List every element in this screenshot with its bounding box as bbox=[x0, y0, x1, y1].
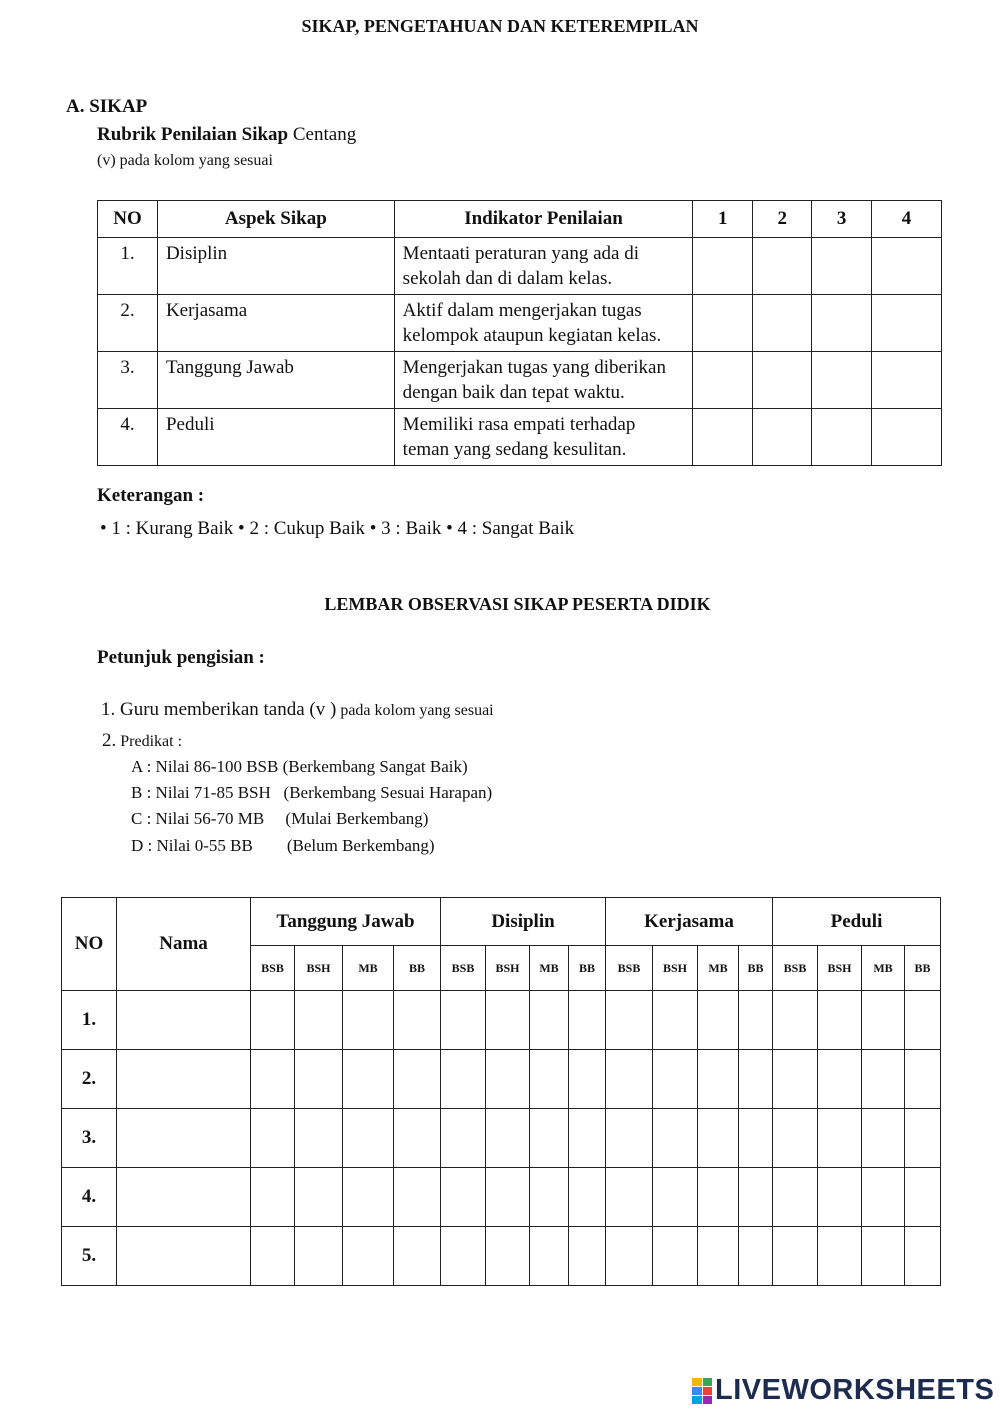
obs-check-cell[interactable] bbox=[773, 1050, 818, 1109]
score-cell[interactable] bbox=[693, 352, 753, 409]
obs-sub-header: MB bbox=[530, 946, 569, 991]
obs-sub-header: BSB bbox=[441, 946, 486, 991]
obs-check-cell[interactable] bbox=[251, 991, 295, 1050]
rubric-header: Indikator Penilaian bbox=[394, 201, 693, 238]
table-row bbox=[98, 352, 942, 409]
obs-sub-header: MB bbox=[343, 946, 394, 991]
obs-check-cell[interactable] bbox=[530, 1168, 569, 1227]
obs-check-cell[interactable] bbox=[343, 1227, 394, 1286]
obs-sub-header: BSH bbox=[295, 946, 343, 991]
liveworksheets-logo-text: LIVEWORKSHEETS bbox=[715, 1374, 995, 1406]
obs-check-cell[interactable] bbox=[486, 991, 530, 1050]
rubric-header: 1 bbox=[693, 201, 753, 238]
obs-check-cell[interactable] bbox=[441, 1109, 486, 1168]
obs-sub-header: BSB bbox=[606, 946, 653, 991]
obs-sub-header: BSB bbox=[773, 946, 818, 991]
section-a-heading: A. SIKAP bbox=[66, 96, 148, 117]
obs-check-cell[interactable] bbox=[653, 1168, 698, 1227]
obs-check-cell[interactable] bbox=[905, 1168, 941, 1227]
logo-block bbox=[703, 1378, 713, 1386]
obs-check-cell[interactable] bbox=[486, 1109, 530, 1168]
obs-check-cell[interactable] bbox=[905, 991, 941, 1050]
rubric-no: 2. bbox=[98, 295, 158, 352]
obs-check-cell[interactable] bbox=[698, 991, 739, 1050]
obs-name-cell[interactable] bbox=[117, 1168, 251, 1227]
obs-check-cell[interactable] bbox=[394, 1227, 441, 1286]
score-cell[interactable] bbox=[812, 352, 872, 409]
obs-check-cell[interactable] bbox=[653, 991, 698, 1050]
obs-check-cell[interactable] bbox=[569, 1109, 606, 1168]
obs-name-cell[interactable] bbox=[117, 1109, 251, 1168]
logo-block bbox=[692, 1396, 702, 1404]
obs-check-cell[interactable] bbox=[441, 1168, 486, 1227]
liveworksheets-logo bbox=[692, 1374, 994, 1407]
obs-check-cell[interactable] bbox=[394, 991, 441, 1050]
obs-sub-header: MB bbox=[862, 946, 905, 991]
obs-sub-header: BB bbox=[394, 946, 441, 991]
obs-sub-header: BB bbox=[739, 946, 773, 991]
score-cell[interactable] bbox=[812, 238, 872, 295]
obs-check-cell[interactable] bbox=[606, 1227, 653, 1286]
obs-check-cell[interactable] bbox=[739, 1109, 773, 1168]
logo-block bbox=[703, 1396, 713, 1404]
obs-check-cell[interactable] bbox=[251, 1109, 295, 1168]
obs-body bbox=[62, 991, 941, 1286]
obs-row-no: 5. bbox=[62, 1227, 117, 1286]
obs-group-header: Disiplin bbox=[441, 898, 606, 946]
obs-sub-header: BSB bbox=[251, 946, 295, 991]
liveworksheets-logo-icon bbox=[692, 1378, 712, 1404]
page-title: SIKAP, PENGETAHUAN DAN KETEREMPILAN bbox=[301, 16, 699, 36]
rubric-no: 1. bbox=[98, 238, 158, 295]
obs-check-cell[interactable] bbox=[739, 991, 773, 1050]
obs-sub-header: BB bbox=[905, 946, 941, 991]
obs-check-cell[interactable] bbox=[773, 1227, 818, 1286]
obs-check-cell[interactable] bbox=[862, 991, 905, 1050]
obs-check-cell[interactable] bbox=[569, 1168, 606, 1227]
obs-sub-header: BSH bbox=[486, 946, 530, 991]
score-cell[interactable] bbox=[753, 238, 812, 295]
rubric-aspek: Kerjasama bbox=[157, 295, 394, 352]
score-cell[interactable] bbox=[693, 295, 753, 352]
score-cell[interactable] bbox=[872, 352, 942, 409]
petunjuk-item-2 bbox=[102, 730, 182, 752]
obs-check-cell[interactable] bbox=[905, 1227, 941, 1286]
obs-group-header: Kerjasama bbox=[606, 898, 773, 946]
obs-check-cell[interactable] bbox=[698, 1227, 739, 1286]
obs-check-cell[interactable] bbox=[441, 991, 486, 1050]
rubric-indikator: Mengerjakan tugas yang diberikan dengan baik dan tepat waktu. bbox=[394, 352, 693, 409]
rubric-indikator: Aktif dalam mengerjakan tugas kelompok ataupun kegiatan kelas. bbox=[394, 295, 693, 352]
obs-check-cell[interactable] bbox=[530, 991, 569, 1050]
obs-check-cell[interactable] bbox=[905, 1109, 941, 1168]
obs-check-cell[interactable] bbox=[569, 991, 606, 1050]
obs-check-cell[interactable] bbox=[739, 1050, 773, 1109]
petunjuk-item-1 bbox=[101, 699, 494, 721]
predikat-c: C : Nilai 56-70 MB (Mulai Berkembang) bbox=[131, 809, 429, 828]
score-cell[interactable] bbox=[872, 409, 942, 466]
obs-check-cell[interactable] bbox=[698, 1168, 739, 1227]
obs-check-cell[interactable] bbox=[739, 1227, 773, 1286]
score-cell[interactable] bbox=[812, 295, 872, 352]
rubrik-rest: Centang bbox=[288, 124, 357, 145]
obs-check-cell[interactable] bbox=[818, 1227, 862, 1286]
table-row bbox=[98, 238, 942, 295]
petunjuk-item-2-small: Predikat : bbox=[116, 733, 183, 750]
observation-table bbox=[61, 897, 941, 1286]
rubric-aspek: Peduli bbox=[157, 409, 394, 466]
obs-check-cell[interactable] bbox=[606, 991, 653, 1050]
table-row bbox=[62, 1050, 941, 1109]
obs-sub-header: BSH bbox=[818, 946, 862, 991]
score-cell[interactable] bbox=[812, 409, 872, 466]
obs-check-cell[interactable] bbox=[343, 1168, 394, 1227]
rubric-aspek: Tanggung Jawab bbox=[157, 352, 394, 409]
obs-check-cell[interactable] bbox=[251, 1227, 295, 1286]
obs-check-cell[interactable] bbox=[862, 1050, 905, 1109]
obs-check-cell[interactable] bbox=[295, 1168, 343, 1227]
obs-check-cell[interactable] bbox=[486, 1227, 530, 1286]
keterangan-line: • 1 : Kurang Baik • 2 : Cukup Baik • 3 : Baik • 4 : Sangat Baik bbox=[100, 518, 575, 539]
table-row bbox=[62, 1109, 941, 1168]
score-cell[interactable] bbox=[872, 295, 942, 352]
observation-title: LEMBAR OBSERVASI SIKAP PESERTA DIDIK bbox=[324, 594, 711, 614]
table-row bbox=[62, 1227, 941, 1286]
rubric-header-row bbox=[98, 201, 942, 238]
obs-check-cell[interactable] bbox=[394, 1050, 441, 1109]
obs-check-cell[interactable] bbox=[773, 1168, 818, 1227]
score-cell[interactable] bbox=[693, 238, 753, 295]
obs-check-cell[interactable] bbox=[653, 1050, 698, 1109]
obs-check-cell[interactable] bbox=[606, 1050, 653, 1109]
obs-check-cell[interactable] bbox=[530, 1050, 569, 1109]
rubric-no: 4. bbox=[98, 409, 158, 466]
obs-check-cell[interactable] bbox=[251, 1168, 295, 1227]
rubrik-bold: Rubrik Penilaian Sikap bbox=[97, 124, 289, 145]
obs-group-header: Tanggung Jawab bbox=[251, 898, 441, 946]
obs-check-cell[interactable] bbox=[394, 1168, 441, 1227]
rubric-header: 2 bbox=[753, 201, 812, 238]
petunjuk-heading: Petunjuk pengisian : bbox=[97, 647, 265, 668]
obs-check-cell[interactable] bbox=[295, 1109, 343, 1168]
rubric-indikator: Mentaati peraturan yang ada di sekolah dan di dalam kelas. bbox=[394, 238, 693, 295]
petunjuk-item-1-main: 1. Guru memberikan tanda (v ) bbox=[101, 699, 337, 720]
obs-check-cell[interactable] bbox=[295, 1050, 343, 1109]
obs-check-cell[interactable] bbox=[486, 1050, 530, 1109]
rubric-aspek: Disiplin bbox=[157, 238, 394, 295]
obs-row-no: 2. bbox=[62, 1050, 117, 1109]
obs-check-cell[interactable] bbox=[295, 991, 343, 1050]
obs-check-cell[interactable] bbox=[739, 1168, 773, 1227]
obs-check-cell[interactable] bbox=[569, 1227, 606, 1286]
table-row bbox=[62, 991, 941, 1050]
obs-group-header: Peduli bbox=[773, 898, 941, 946]
obs-sub-header: BSH bbox=[653, 946, 698, 991]
obs-row-no: 4. bbox=[62, 1168, 117, 1227]
obs-check-cell[interactable] bbox=[818, 1050, 862, 1109]
keterangan-heading: Keterangan : bbox=[97, 485, 205, 506]
logo-block bbox=[692, 1387, 702, 1395]
petunjuk-item-1-small: pada kolom yang sesuai bbox=[336, 702, 494, 719]
obs-check-cell[interactable] bbox=[530, 1227, 569, 1286]
obs-check-cell[interactable] bbox=[862, 1168, 905, 1227]
petunjuk-item-2-main: 2. bbox=[102, 730, 117, 751]
obs-check-cell[interactable] bbox=[343, 1109, 394, 1168]
obs-check-cell[interactable] bbox=[251, 1050, 295, 1109]
obs-check-cell[interactable] bbox=[569, 1050, 606, 1109]
obs-check-cell[interactable] bbox=[653, 1227, 698, 1286]
obs-check-cell[interactable] bbox=[486, 1168, 530, 1227]
logo-block bbox=[692, 1378, 702, 1386]
rubric-no: 3. bbox=[98, 352, 158, 409]
obs-nama-header: Nama bbox=[117, 898, 251, 991]
obs-check-cell[interactable] bbox=[441, 1050, 486, 1109]
obs-check-cell[interactable] bbox=[653, 1109, 698, 1168]
obs-check-cell[interactable] bbox=[905, 1050, 941, 1109]
obs-check-cell[interactable] bbox=[606, 1168, 653, 1227]
obs-check-cell[interactable] bbox=[862, 1109, 905, 1168]
rubric-header: 3 bbox=[812, 201, 872, 238]
obs-check-cell[interactable] bbox=[773, 991, 818, 1050]
rubrik-heading bbox=[97, 124, 356, 146]
obs-check-cell[interactable] bbox=[698, 1050, 739, 1109]
obs-sub-header: MB bbox=[698, 946, 739, 991]
obs-check-cell[interactable] bbox=[698, 1109, 739, 1168]
obs-no-header: NO bbox=[62, 898, 117, 991]
score-cell[interactable] bbox=[753, 352, 812, 409]
logo-block bbox=[703, 1387, 713, 1395]
table-row bbox=[98, 295, 942, 352]
obs-check-cell[interactable] bbox=[530, 1109, 569, 1168]
rubric-indikator: Memiliki rasa empati terhadap teman yang sedang kesulitan. bbox=[394, 409, 693, 466]
obs-name-cell[interactable] bbox=[117, 1050, 251, 1109]
obs-row-no: 3. bbox=[62, 1109, 117, 1168]
obs-check-cell[interactable] bbox=[295, 1227, 343, 1286]
table-row bbox=[62, 1168, 941, 1227]
obs-header-row bbox=[62, 898, 941, 946]
obs-row-no: 1. bbox=[62, 991, 117, 1050]
obs-check-cell[interactable] bbox=[818, 1109, 862, 1168]
obs-check-cell[interactable] bbox=[606, 1109, 653, 1168]
obs-name-cell[interactable] bbox=[117, 1227, 251, 1286]
obs-check-cell[interactable] bbox=[394, 1109, 441, 1168]
rubric-header: 4 bbox=[872, 201, 942, 238]
predikat-a: A : Nilai 86-100 BSB (Berkembang Sangat Baik) bbox=[131, 757, 468, 776]
predikat-b: B : Nilai 71-85 BSH (Berkembang Sesuai Harapan) bbox=[131, 783, 493, 802]
obs-name-cell[interactable] bbox=[117, 991, 251, 1050]
obs-sub-header: BB bbox=[569, 946, 606, 991]
obs-check-cell[interactable] bbox=[773, 1109, 818, 1168]
obs-check-cell[interactable] bbox=[818, 991, 862, 1050]
score-cell[interactable] bbox=[872, 238, 942, 295]
rubric-table bbox=[97, 200, 942, 466]
predikat-d: D : Nilai 0-55 BB (Belum Berkembang) bbox=[131, 836, 435, 855]
table-row bbox=[98, 409, 942, 466]
obs-check-cell[interactable] bbox=[862, 1227, 905, 1286]
score-cell[interactable] bbox=[753, 409, 812, 466]
score-cell[interactable] bbox=[753, 295, 812, 352]
rubric-header: Aspek Sikap bbox=[157, 201, 394, 238]
obs-check-cell[interactable] bbox=[441, 1227, 486, 1286]
obs-check-cell[interactable] bbox=[343, 1050, 394, 1109]
obs-check-cell[interactable] bbox=[818, 1168, 862, 1227]
obs-check-cell[interactable] bbox=[343, 991, 394, 1050]
rubrik-instruction: (v) pada kolom yang sesuai bbox=[97, 152, 273, 169]
score-cell[interactable] bbox=[693, 409, 753, 466]
rubric-header: NO bbox=[98, 201, 158, 238]
